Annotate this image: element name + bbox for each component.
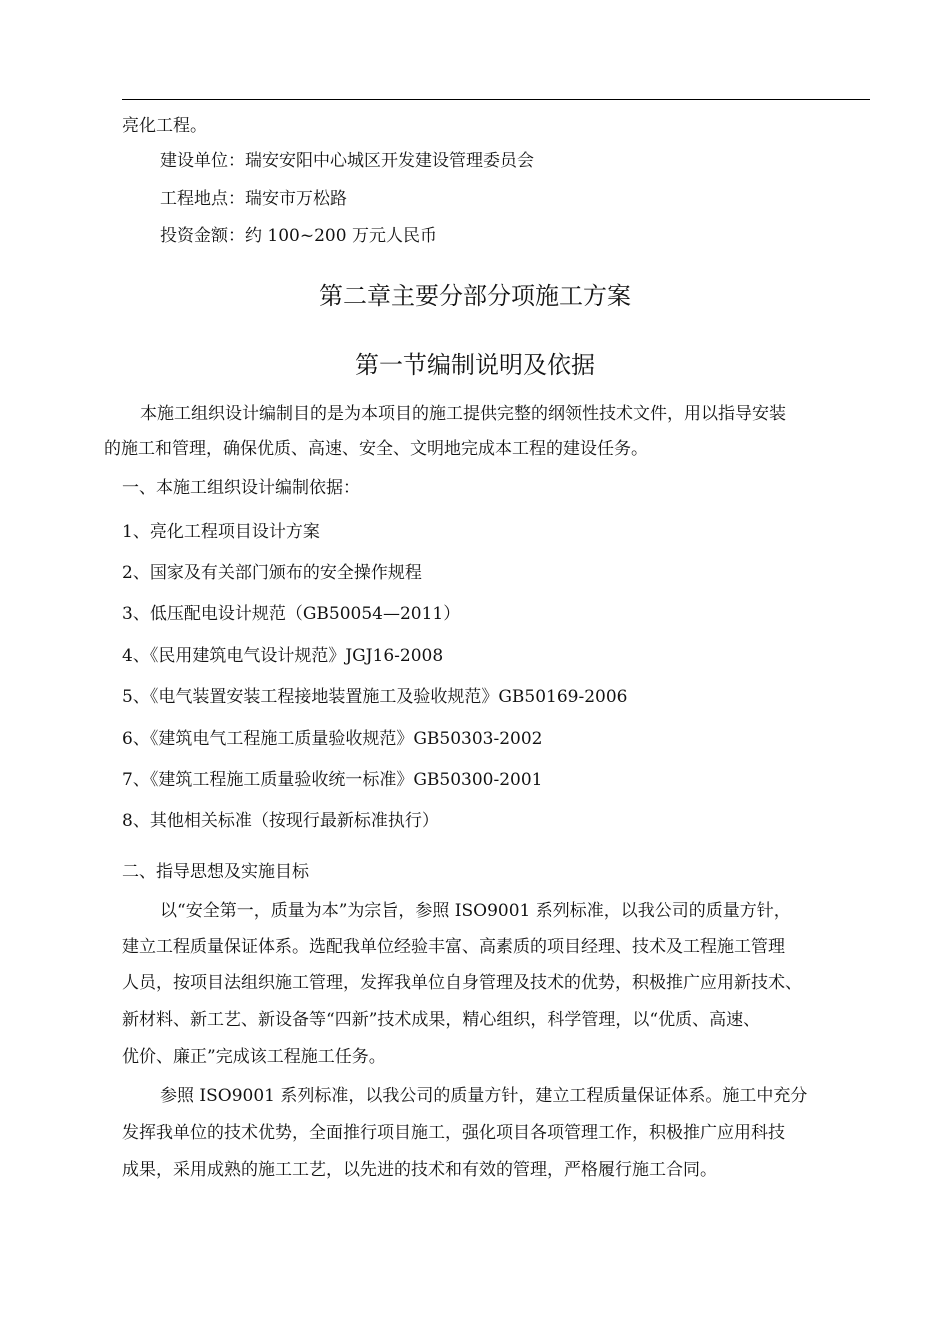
guiding-paragraph-line: 新材料、新工艺、新设备等“四新”技术成果，精心组织，科学管理，以“优质、高速、 — [122, 1010, 761, 1030]
builder-line: 建设单位：瑞安安阳中心城区开发建设管理委员会 — [160, 151, 534, 171]
section-title: 第一节编制说明及依据 — [355, 351, 595, 379]
guiding-heading: 二、指导思想及实施目标 — [122, 862, 309, 882]
basis-heading: 一、本施工组织设计编制依据： — [122, 478, 360, 498]
guiding-paragraph-line: 人员，按项目法组织施工管理，发挥我单位自身管理及技术的优势，积极推广应用新技术、 — [122, 973, 802, 993]
guiding-paragraph-line: 以“安全第一，质量为本”为宗旨，参照 ISO9001 系列标准，以我公司的质量方针， — [160, 901, 791, 921]
intro-continuation: 亮化工程。 — [122, 116, 207, 136]
guiding-paragraph-line: 发挥我单位的技术优势，全面推行项目施工，强化项目各项管理工作，积极推广应用科技 — [122, 1123, 785, 1143]
guiding-paragraph-line: 成果，采用成熟的施工工艺，以先进的技术和有效的管理，严格履行施工合同。 — [122, 1160, 717, 1180]
purpose-line: 本施工组织设计编制目的是为本项目的施工提供完整的纲领性技术文件，用以指导安装 — [140, 404, 786, 424]
basis-item: 2、国家及有关部门颁布的安全操作规程 — [122, 563, 422, 583]
investment-line: 投资金额：约 100~200 万元人民币 — [160, 226, 437, 246]
basis-item: 8、其他相关标准（按现行最新标准执行） — [122, 811, 439, 831]
chapter-title: 第二章主要分部分项施工方案 — [319, 282, 631, 310]
basis-item: 7、《建筑工程施工质量验收统一标准》GB50300-2001 — [122, 770, 543, 790]
guiding-paragraph-line: 参照 ISO9001 系列标准，以我公司的质量方针，建立工程质量保证体系。施工中充分 — [160, 1086, 808, 1106]
location-line: 工程地点：瑞安市万松路 — [160, 189, 347, 209]
guiding-paragraph-line: 建立工程质量保证体系。选配我单位经验丰富、高素质的项目经理、技术及工程施工管理 — [122, 937, 785, 957]
header-rule — [122, 99, 870, 100]
basis-item: 4、《民用建筑电气设计规范》JGJ16-2008 — [122, 646, 444, 666]
basis-item: 1、亮化工程项目设计方案 — [122, 522, 320, 542]
basis-item: 3、低压配电设计规范（GB50054—2011） — [122, 604, 461, 624]
purpose-line: 的施工和管理，确保优质、高速、安全、文明地完成本工程的建设任务。 — [104, 439, 648, 459]
basis-item: 5、《电气装置安装工程接地装置施工及验收规范》GB50169-2006 — [122, 687, 628, 707]
guiding-paragraph-line: 优价、廉正”完成该工程施工任务。 — [122, 1047, 386, 1067]
basis-item: 6、《建筑电气工程施工质量验收规范》GB50303-2002 — [122, 729, 543, 749]
